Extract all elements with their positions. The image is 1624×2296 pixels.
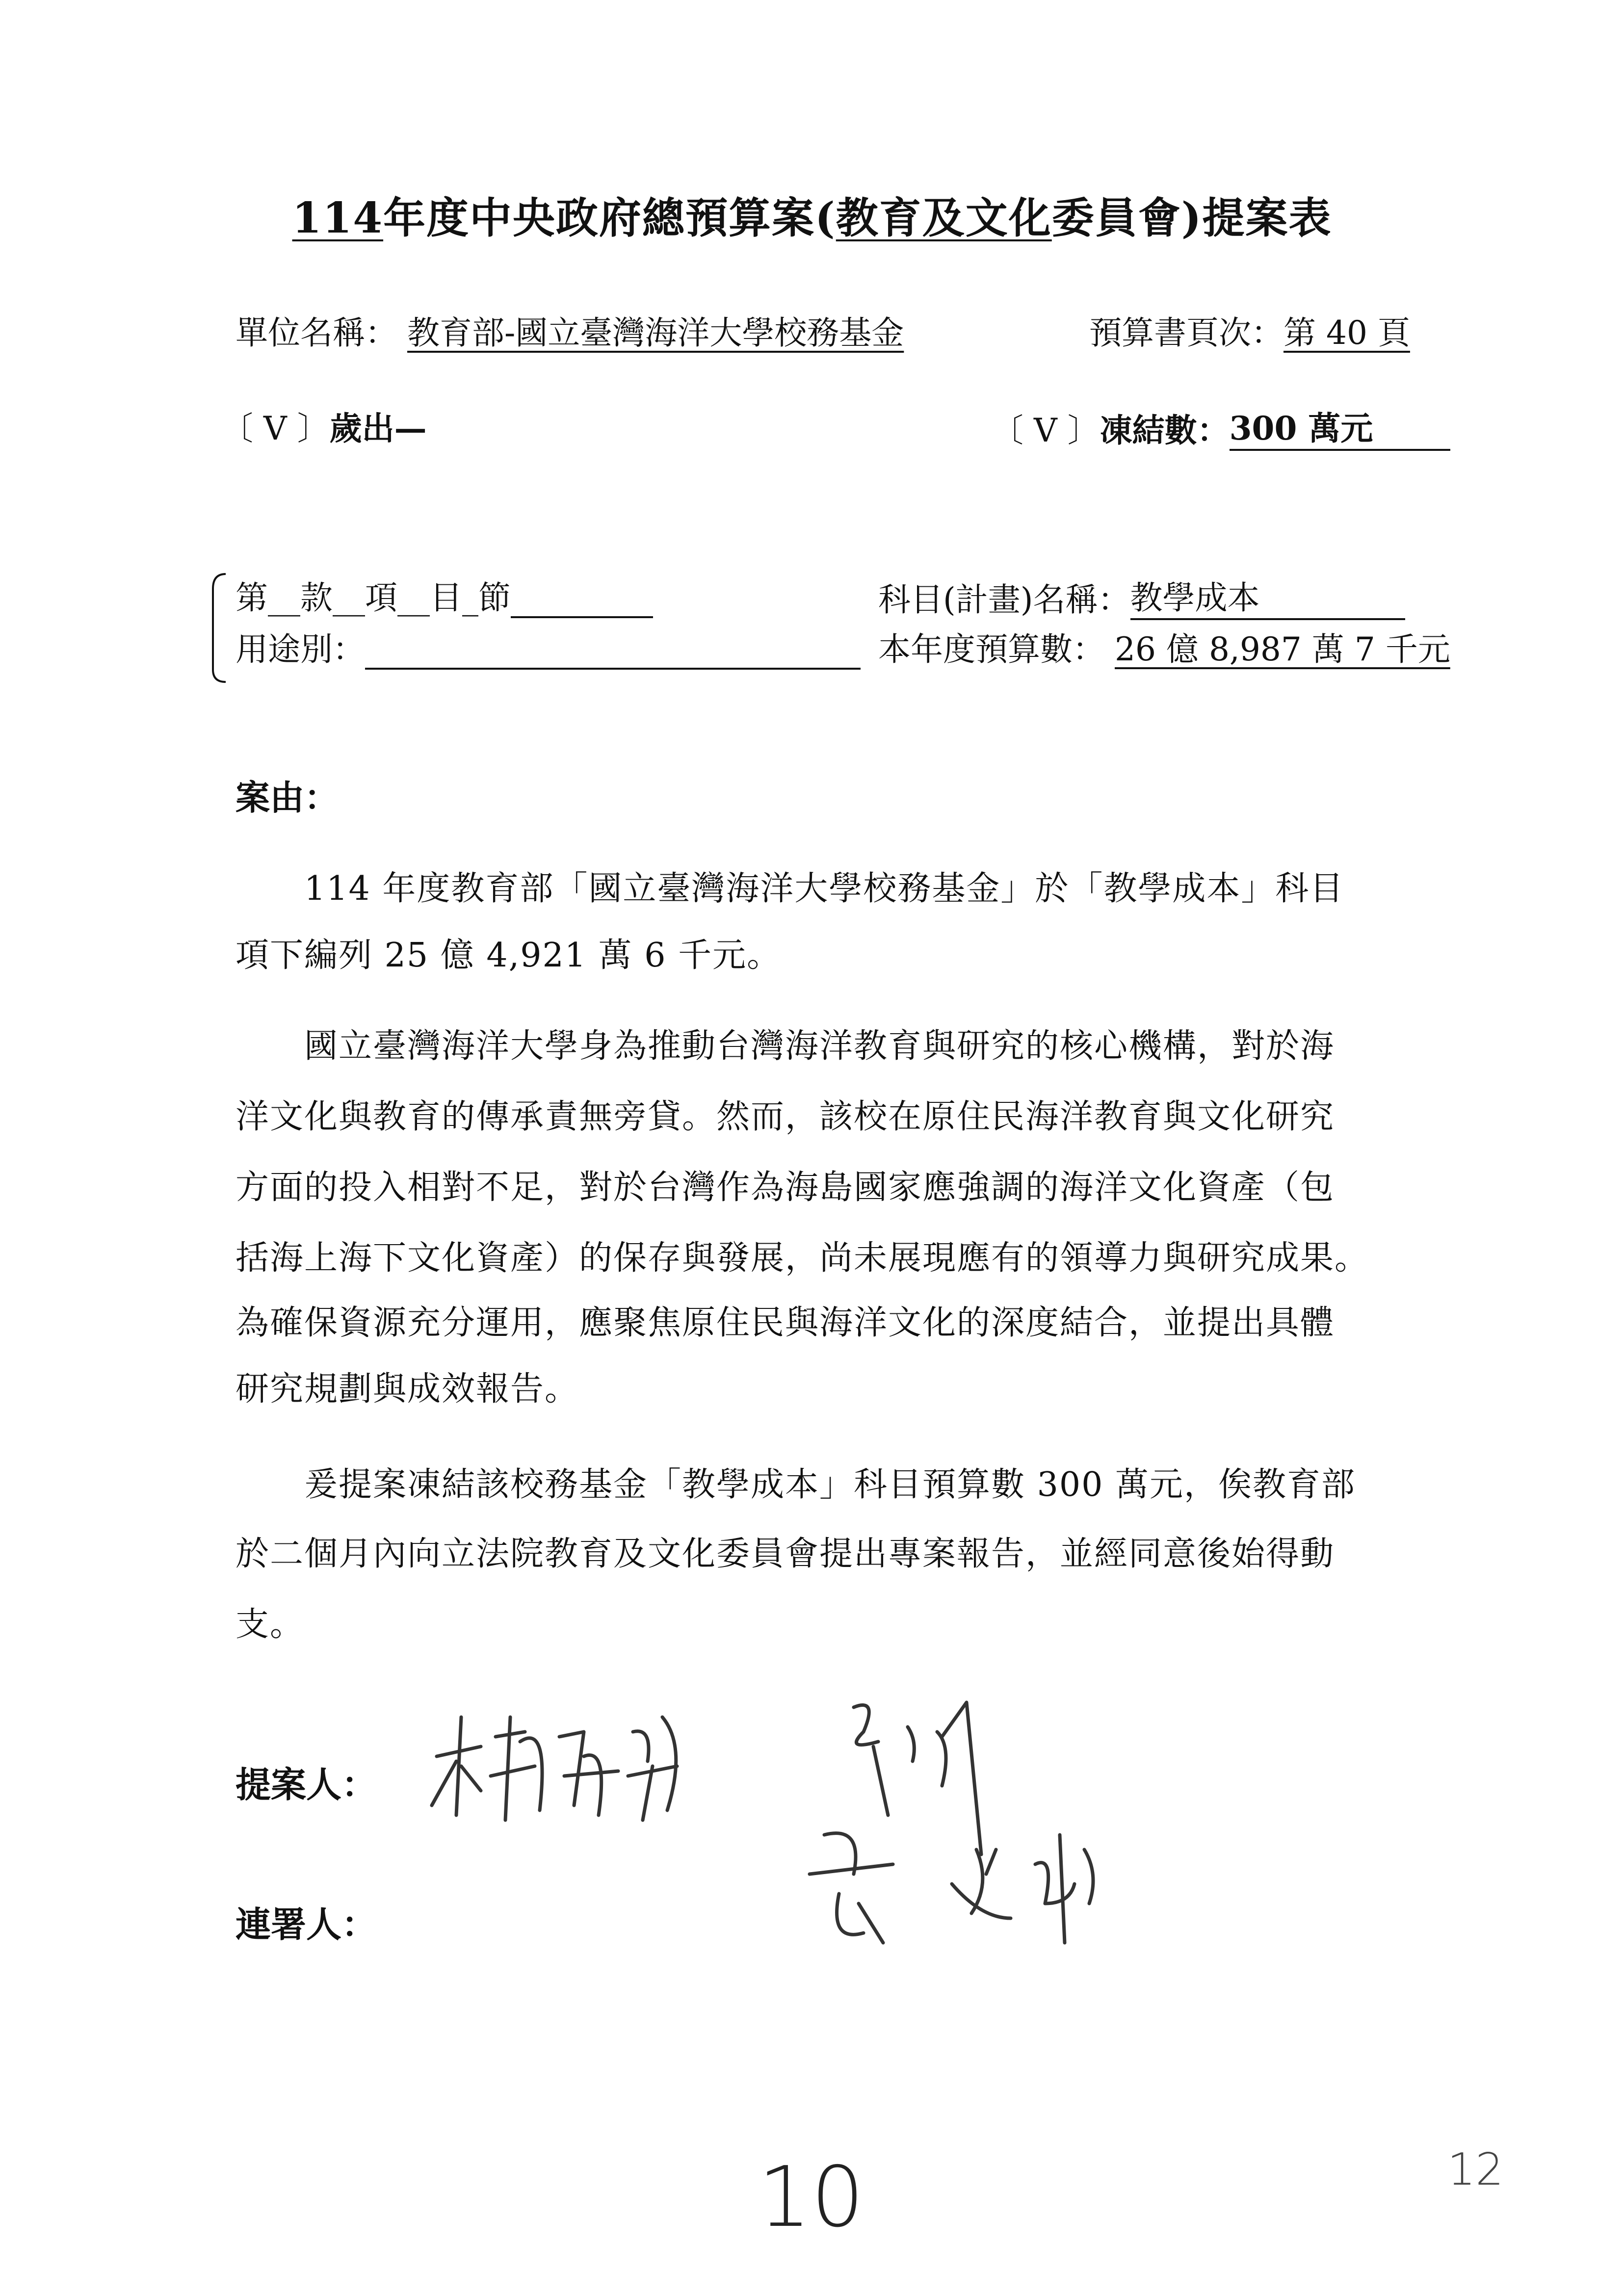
reason-heading: 案由： (236, 777, 339, 818)
cosigner-label: 連署人： (236, 1904, 377, 1945)
checkbox-mark: 〔 V 〕 (221, 410, 330, 447)
budget-page-row: 預算書頁次：第 40 頁 (1089, 314, 1410, 352)
annual-budget-value: 26 億 8,987 萬 7 千元 (1115, 630, 1450, 668)
unit-name-row: 單位名稱： 教育部-國立臺灣海洋大學校務基金 (236, 307, 923, 353)
kuan-xiang-row: 第__款__項__目_節 (236, 572, 653, 618)
subject-value: 教學成本 (1130, 572, 1405, 620)
handwritten-number-center: 10 (758, 2149, 864, 2246)
annual-budget-row: 本年度預算數： 26 億 8,987 萬 7 千元 (878, 630, 1450, 668)
freeze-check: 〔 V 〕凍結數：300 萬元 (991, 402, 1450, 451)
checkbox-mark: 〔 V 〕 (991, 412, 1100, 449)
proposer-label: 提案人： (236, 1764, 377, 1805)
expense-check: 〔 V 〕歲出— (221, 409, 427, 447)
unit-name-value: 教育部-國立臺灣海洋大學校務基金 (407, 314, 904, 352)
usage-row: 用途別： (236, 623, 861, 670)
handwritten-signatures (422, 1688, 1207, 2080)
page-title: 114年度中央政府總預算案(教育及文化委員會)提案表 (292, 193, 1332, 243)
freeze-value: 300 萬元 (1230, 402, 1450, 451)
budget-page-value: 第 40 頁 (1283, 314, 1410, 352)
bracket-icon (206, 569, 236, 687)
subject-row: 科目(計畫)名稱：教學成本 (878, 572, 1405, 620)
handwritten-number-right: 12 (1447, 2144, 1504, 2195)
